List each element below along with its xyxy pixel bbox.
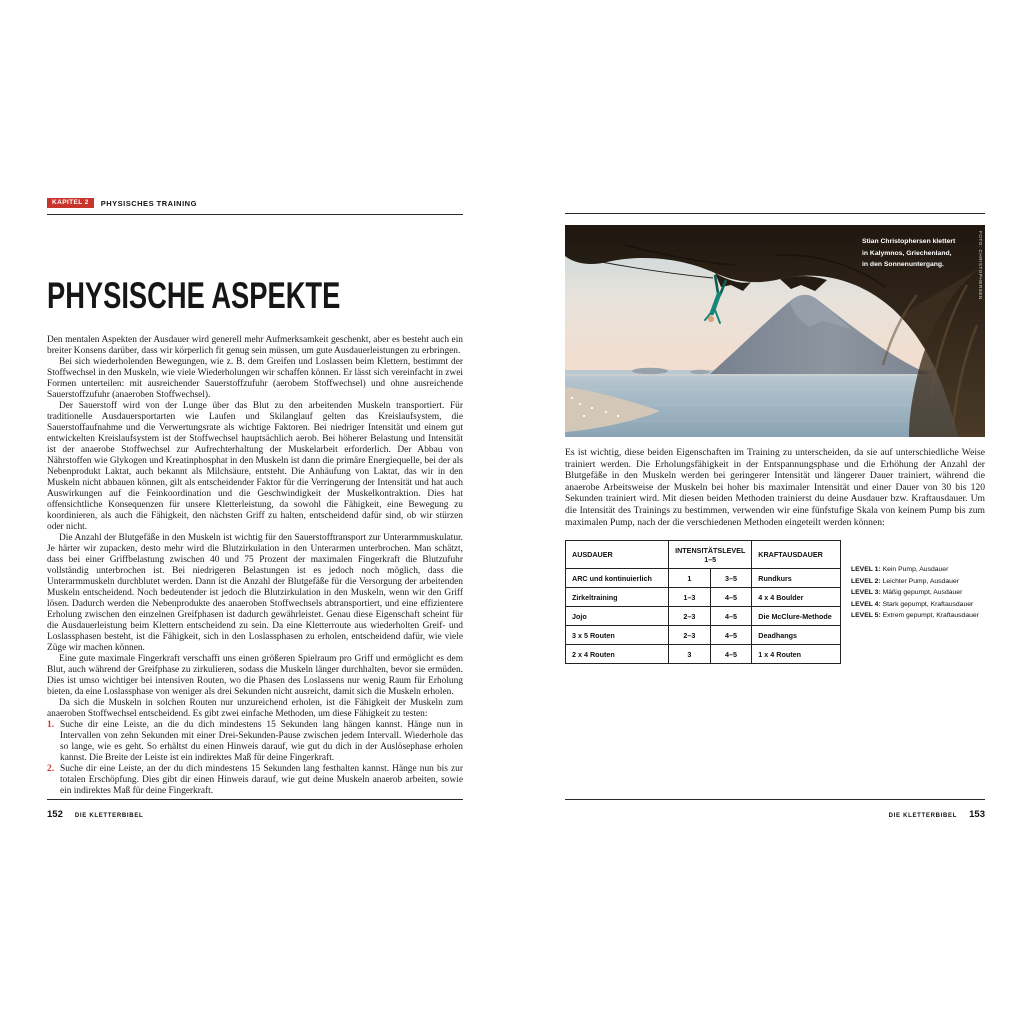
chapter-kicker bbox=[47, 197, 463, 209]
paragraph: Der Sauerstoff wird von der Lunge über das Blut zu den arbeitenden Muskeln transportiert. Für traditionelle Ausdauersportarten wie Laufen und Skilanglauf gelten das Kreislaufsystem, die Sauerstoffaufnahme und die Verwertungsrate als wichtige Faktoren. Bei niedriger Intensität und einem gut entwickelten Kreislaufsystem ist der Stoffwechsel hauptsächlich aerob. Bei höherer Belastung und Intensität ist der anaerobe Stoffwechsel zur Aufrechterhaltung der Muskelarbeit erforderlich. Der Abbau von Nährstoffen wie Glykogen und Kreatinphosphat in den Muskeln ist dann die primäre Energiequelle, bei der als Nebenprodukt Laktat, auch bekannt als Milchsäure, entsteht. Die Anhäufung von Laktat, das wir in den Muskeln nicht abbauen können, gilt als entscheidender Faktor für die Verringerung der Intensität und hat auch Auswirkungen auf die Feinkoordination und die Geschwindigkeit der Muskelkontraktion. Dies hat offensichtliche Konsequenzen für unsere Kletterleistung, da sowohl die Fähigkeit, eine Bewegung zu koordinieren, als auch die Fähigkeit, den nächsten Griff zu halten, entscheidend dafür sind, ob wir stürzen oder nicht. bbox=[47, 401, 463, 532]
caption-line: Stian Christophersen klettert bbox=[862, 238, 956, 245]
table-cell: 1 bbox=[669, 569, 711, 588]
table-cell: 4–5 bbox=[710, 588, 752, 607]
table-header-intensity: INTENSITÄTSLEVEL 1–5 bbox=[669, 541, 752, 569]
list-item bbox=[47, 764, 463, 797]
small-island bbox=[690, 370, 710, 374]
table-cell: 3–5 bbox=[710, 569, 752, 588]
table-cell: 1–3 bbox=[669, 588, 711, 607]
paragraph: Den mentalen Aspekten der Ausdauer wird generell mehr Aufmerksamkeit geschenkt, aber es besteht auch ein breiter Konsens darüber, dass wir körperlich fit genug sein müssen, um gute Ausdauerleistungen zu erbringen. bbox=[47, 335, 463, 356]
photo-credit: FOTO: CHRISTOPHERSEN bbox=[978, 231, 983, 300]
page-left bbox=[47, 197, 463, 797]
legend-text: Stark gepumpt, Kraftausdauer bbox=[880, 600, 974, 608]
table-cell: 4–5 bbox=[710, 607, 752, 626]
table-cell: Rundkurs bbox=[752, 569, 841, 588]
legend-text: Kein Pump, Ausdauer bbox=[880, 566, 949, 574]
table-cell: 2–3 bbox=[669, 626, 711, 645]
caption-line: in den Sonnenuntergang. bbox=[862, 261, 944, 269]
legend-label: LEVEL 1: bbox=[851, 566, 881, 574]
paragraph: Es ist wichtig, diese beiden Eigenschaften im Training zu unterscheiden, da sie auf unterschiedliche Weise trainiert werden. Die Erholungsfähigkeit in der Entspannungsphase und die Erhöhung der Anzahl der Blutgefäße in den Muskeln werden bei geringerer Intensität und längerer Dauer trainiert, während die anaerobe Arbeitsweise der Muskeln bei hoher bis maximaler Intensität und einer Dauer von 30 bis 120 Sekunden trainiert wird. Mit diesen beiden Methoden trainierst du deine Ausdauer bzw. Kraftausdauer. Um die Intensität des Trainings zu bestimmen, verwenden wir eine fünfstufige Skala von keinem Pump bis zum maximalen Pump, nach der die verschiedenen Methoden eingeteilt werden können: bbox=[565, 447, 985, 528]
climbing-photo bbox=[565, 225, 985, 437]
paragraph: Da sich die Muskeln in solchen Routen nur unzureichend erholen, ist die Fähigkeit der Muskeln zum anaeroben Stoffwechsel entscheidend. Es gibt zwei einfache Methoden, um diese Fähigkeit zu testen: bbox=[47, 698, 463, 719]
table-cell: 4–5 bbox=[710, 645, 752, 664]
intensity-table bbox=[565, 540, 841, 664]
caption-line: in Kalymnos, Griechenland, bbox=[862, 249, 952, 257]
legend-label: LEVEL 5: bbox=[851, 612, 881, 620]
body-copy bbox=[47, 335, 463, 797]
legend-item bbox=[851, 564, 979, 576]
legend-item bbox=[851, 587, 979, 599]
list-item bbox=[47, 720, 463, 764]
page-number: 152 bbox=[47, 809, 63, 820]
table-cell: 2–3 bbox=[669, 607, 711, 626]
table-cell: 4 x 4 Boulder bbox=[752, 588, 841, 607]
paragraph: Die Anzahl der Blutgefäße in den Muskeln ist wichtig für den Sauerstofftransport zur Unterarmmuskulatur. Je härter wir zupacken, desto mehr wird die Blutzirkulation in den Unterarmen unterbrochen. Man schätzt, dass bei einer Griffbelastung zwischen 40 und 75 Prozent der maximalen Fingerkraft die Blutzufuhr vollständig unterbrochen ist. Bei niedrigeren Belastungen ist es jedoch noch möglich, dass die Unterarmmuskeln durchblutet werden. Dann ist die Anzahl der Blutgefäße für die Versorgung der arbeitenden Muskeln entscheidend. Noch bedeutender ist jedoch die Blutzirkulation in den Muskeln, wenn wir den Griff lösen. Dadurch werden die Nebenprodukte des anaeroben Stoffwechsels abtransportiert, und eine effizientere Erholung zwischen den einzelnen Greifphasen ist dadurch gewährleistet. Genau diese Eigenschaft scheint für die Ausdauerleistung beim Klettern entscheidend zu sein. Da eine Kletterroute aus wiederholten Greif- und Loslassphasen besteht, ist die Fähigkeit, sich in den Loslassphasen zu erholen, entscheidend dafür, wie viele Züge wir machen können. bbox=[47, 533, 463, 653]
table-cell: Zirkeltraining bbox=[566, 588, 669, 607]
list-text: Suche dir eine Leiste, an der du dich mindestens 15 Sekunden lang festhalten kannst. Hänge nun bis zur totalen Erschöpfung. Dies gibt dir einen Hinweis darauf, wie gut deine Muskeln anaerob arbeiten, sowie ein indirektes Maß für deine Fingerkraft. bbox=[60, 764, 463, 796]
table-cell: 4–5 bbox=[710, 626, 752, 645]
chapter-title: PHYSISCHES TRAINING bbox=[100, 198, 197, 208]
table-cell: Deadhangs bbox=[752, 626, 841, 645]
table-row bbox=[566, 607, 841, 626]
table-header-kraftausdauer: KRAFTAUSDAUER bbox=[752, 541, 841, 569]
page-number: 153 bbox=[969, 809, 985, 820]
legend-text: Leichter Pump, Ausdauer bbox=[880, 577, 959, 585]
numbered-list bbox=[47, 720, 463, 797]
table-header-ausdauer: AUSDAUER bbox=[566, 541, 669, 569]
legend-item bbox=[851, 599, 979, 611]
header-rule bbox=[565, 213, 985, 214]
table-cell: 3 bbox=[669, 645, 711, 664]
table-row bbox=[566, 569, 841, 588]
legend-label: LEVEL 4: bbox=[851, 600, 881, 608]
legend-text: Mäßig gepumpt, Ausdauer bbox=[880, 589, 963, 597]
book-title: DIE KLETTERBIBEL bbox=[888, 813, 958, 819]
legend-item bbox=[851, 610, 979, 622]
paragraph: Eine gute maximale Fingerkraft verschafft uns einen größeren Spielraum pro Griff und ermöglicht es dem Blut, auch während der Greifphase zu zirkulieren, sodass die Muskeln länger durchhalten, bevor sie ermüden. Dies ist umso wichtiger bei intensiven Routen, wo die Phasen des Loslassens nur wenig Raum für Erholung bieten, da eine Loslassphase von weniger als drei Sekunden nicht ausreicht, damit sich die Muskeln erholen. bbox=[47, 654, 463, 697]
table-cell: 2 x 4 Routen bbox=[566, 645, 669, 664]
table-row bbox=[566, 645, 841, 664]
table-row bbox=[566, 588, 841, 607]
list-text: Suche dir eine Leiste, an die du dich mindestens 15 Sekunden lang hängen kannst. Hänge nun in Intervallen von zehn Sekunden mit einer Drei-Sekunden-Pause zwischen jedem Intervall. Wiederhole das so lange, wie es geht. So erhältst du einen Hinweis darauf, wie gut du dich in der Auslösephase erholen kannst. Die Breite der Leiste ist ein indirektes Maß für deine Fingerkraft. bbox=[60, 720, 463, 763]
footer-left bbox=[47, 799, 463, 820]
legend-text: Extrem gepumpt, Kraftausdauer bbox=[880, 612, 979, 620]
table-cell: Jojo bbox=[566, 607, 669, 626]
book-title: DIE KLETTERBIBEL bbox=[74, 813, 144, 819]
paragraph: Bei sich wiederholenden Bewegungen, wie z. B. dem Greifen und Loslassen beim Klettern, bestimmt der Stoffwechsel in den Muskeln, wie viele Wiederholungen wir schaffen können. Er lässt sich vereinfacht in zwei Formen unterteilen: mit ausreichender Sauerstoffzufuhr (aerobem Stoffwechsel) und ohne ausreichende Sauerstoffzufuhr (anaeroben Stoffwechsel). bbox=[47, 357, 463, 400]
legend-label: LEVEL 3: bbox=[851, 589, 881, 597]
legend-label: LEVEL 2: bbox=[851, 577, 881, 585]
table-cell: ARC und kontinuierlich bbox=[566, 569, 669, 588]
footer-rule bbox=[565, 799, 985, 800]
level-legend bbox=[851, 540, 979, 664]
list-number: 1. bbox=[47, 720, 55, 730]
footer-right bbox=[565, 799, 985, 820]
page-right bbox=[565, 197, 985, 664]
list-number: 2. bbox=[47, 764, 55, 774]
table-cell: Die McClure-Methode bbox=[752, 607, 841, 626]
photo-caption bbox=[862, 236, 980, 271]
footer-rule bbox=[47, 799, 463, 800]
page-title: PHYSISCHE ASPEKTE bbox=[47, 275, 341, 317]
table-cell: 1 x 4 Routen bbox=[752, 645, 841, 664]
legend-item bbox=[851, 576, 979, 588]
table-row bbox=[566, 626, 841, 645]
chapter-badge: KAPITEL 2 bbox=[47, 198, 94, 208]
small-island bbox=[632, 368, 668, 374]
table-cell: 3 x 5 Routen bbox=[566, 626, 669, 645]
header-rule bbox=[47, 214, 463, 215]
